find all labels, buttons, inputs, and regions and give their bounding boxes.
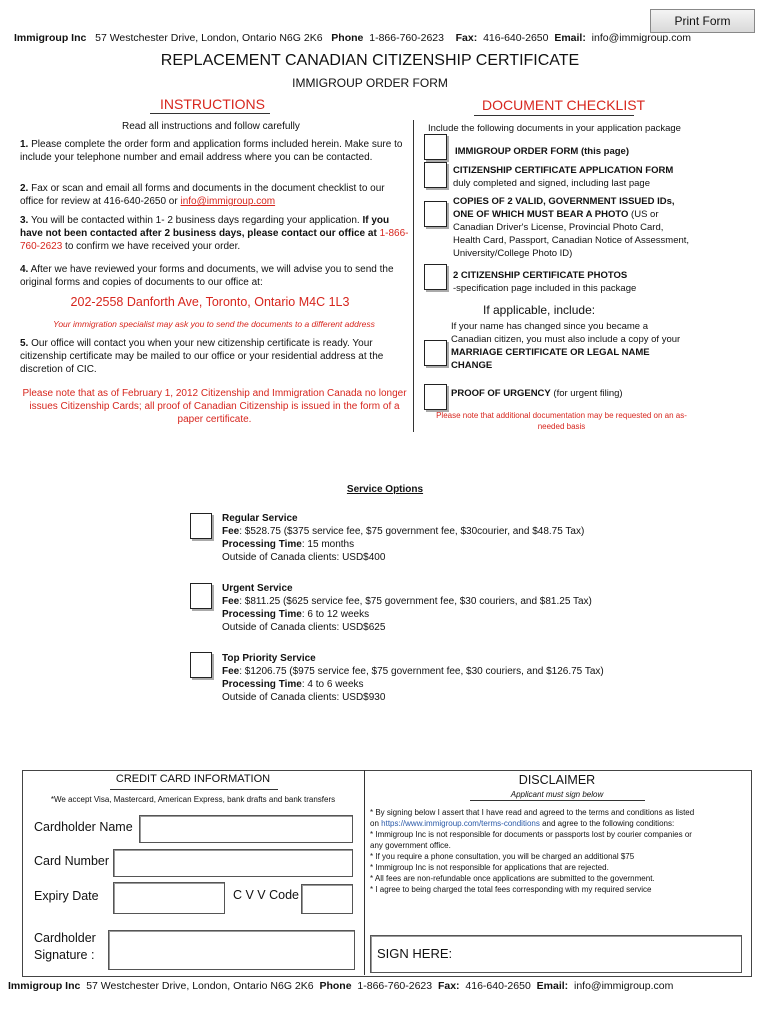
footer-email-label: Email:: [536, 980, 569, 992]
column-divider: [413, 120, 414, 432]
expiry-date-label: Expiry Date: [34, 889, 99, 903]
disclaimer-item-6-text: I agree to being charged the total fees corresponding with my required service: [375, 885, 652, 894]
item-ids-sub: (US or Canadian Driver's License, Provincial Photo Card, Health Card, Passport, Canadian Notice of Assessment, University/College Photo ID): [453, 209, 690, 259]
print-form-button[interactable]: Print Form: [650, 9, 755, 33]
instructions-underline: [150, 113, 270, 114]
footer-fax: 416-640-2650: [465, 980, 531, 992]
step-3-text-b: If you have not been contacted after 2 business days, please contact our office at: [20, 215, 390, 239]
option-top-priority-time-label: Processing Time: [222, 679, 302, 690]
instruction-step-3: [20, 214, 410, 253]
credit-card-heading: CREDIT CARD INFORMATION: [115, 773, 271, 785]
option-top-priority: [222, 652, 762, 704]
item-order-form: IMMIGROUP ORDER FORM (this page): [455, 146, 629, 157]
office-address: 202-2558 Danforth Ave, Toronto, Ontario M4C 1L3: [70, 295, 350, 309]
instruction-step-4: [20, 263, 405, 289]
option-urgent: [222, 582, 762, 634]
item-application-form: [453, 164, 753, 190]
instructions-intro: Read all instructions and follow carefully: [122, 121, 300, 132]
header-company: Immigroup Inc: [14, 32, 87, 44]
checkbox-urgent-service[interactable]: [190, 583, 212, 609]
option-urgent-name: Urgent Service: [222, 583, 293, 594]
footer-phone: 1-866-760-2623: [357, 980, 433, 992]
checkbox-photos[interactable]: [424, 264, 447, 290]
page-title: REPLACEMENT CANADIAN CITIZENSHIP CERTIFICATE: [160, 52, 580, 69]
step-4-text: After we have reviewed your forms and documents, we will advise you to send the original forms and copies of documents to our office at:: [20, 264, 394, 288]
if-applicable-heading: If applicable, include:: [483, 303, 596, 317]
payment-box-divider: [364, 770, 365, 975]
item-name-change-text: If your name has changed since you became a Canadian citizen, you must also include a copy of your: [451, 321, 681, 345]
disclaimer-item-1-text-b: and agree to the following conditions:: [542, 819, 675, 828]
option-regular: [222, 512, 762, 564]
header-email: info@immigroup.com: [591, 32, 692, 44]
accepted-payments: *We accept Visa, Mastercard, American Express, bank drafts and bank transfers: [50, 795, 336, 804]
step-4-num: 4.: [20, 264, 29, 275]
footer-phone-label: Phone: [319, 980, 352, 992]
disclaimer-item-5: * All fees are non-refundable once applications are submitted to the government.: [370, 874, 655, 883]
header-fax-label: Fax:: [455, 32, 478, 44]
step-1-text: Please complete the order form and application forms included herein. Make sure to include your telephone number and email address where you can be contacted.: [20, 139, 403, 163]
cardholder-name-label: Cardholder Name: [34, 820, 133, 834]
header-phone: 1-866-760-2623: [369, 32, 444, 44]
item-photos-title: 2 CITIZENSHIP CERTIFICATE PHOTOS: [453, 270, 628, 281]
footer-address: 57 Westchester Drive, London, Ontario N6G 2K6: [86, 980, 314, 992]
cvv-label: C V V Code: [233, 888, 300, 902]
disclaimer-item-2: * Immigroup Inc is not responsible for documents or passports lost by courier companies or any government office.: [370, 830, 692, 850]
option-urgent-time-label: Processing Time: [222, 609, 302, 620]
step-3-phone: 1-866-760-2623: [20, 228, 409, 252]
disclaimer-heading: DISCLAIMER: [518, 773, 596, 787]
header-email-label: Email:: [554, 32, 586, 44]
disclaimer-item-4: * Immigroup Inc is not responsible for applications that are rejected.: [370, 863, 609, 872]
footer-company: Immigroup Inc: [8, 980, 81, 992]
disclaimer-item-3-text: If you require a phone consultation, you will be charged an additional $75: [375, 852, 635, 861]
option-regular-outside: Outside of Canada clients: USD$400: [222, 552, 386, 563]
item-photos: [453, 269, 753, 295]
checklist-underline: [474, 115, 634, 116]
disclaimer-item-4-text: Immigroup Inc is not responsible for applications that are rejected.: [375, 863, 609, 872]
checkbox-ids[interactable]: [424, 201, 447, 227]
cardholder-signature-input[interactable]: [108, 930, 355, 970]
card-number-label: Card Number: [34, 854, 110, 868]
option-regular-time: : 15 months: [301, 539, 355, 550]
item-proof-urgency-bold: PROOF OF URGENCY: [451, 388, 551, 399]
specialist-note: Your immigration specialist may ask you to send the documents to a different address: [53, 319, 375, 329]
service-options-heading: Service Options: [346, 484, 424, 495]
option-regular-fee-label: Fee: [222, 526, 240, 537]
step-3-num: 3.: [20, 215, 29, 226]
footer-contact: [8, 980, 768, 992]
option-urgent-outside: Outside of Canada clients: USD$625: [222, 622, 386, 633]
item-name-change-bold: MARRIAGE CERTIFICATE OR LEGAL NAME CHANGE: [451, 347, 650, 371]
option-top-priority-fee-label: Fee: [222, 666, 240, 677]
expiry-date-input[interactable]: [113, 882, 225, 914]
option-top-priority-name: Top Priority Service: [222, 653, 316, 664]
option-top-priority-fee: : $1206.75 ($975 service fee, $75 government fee, $30 couriers, and $126.75 Tax): [239, 666, 604, 677]
disclaimer-item-6: * I agree to being charged the total fees corresponding with my required service: [370, 885, 652, 894]
instructions-heading: INSTRUCTIONS: [160, 96, 265, 112]
disclaimer-underline: [470, 800, 645, 801]
disclaimer-item-1: * By signing below I assert that I have read and agreed to the terms and conditions as listed on https://www.immigroup.com/terms-conditions and agree to the following conditions:: [370, 808, 695, 828]
card-number-input[interactable]: [113, 849, 353, 877]
checkbox-proof-urgency[interactable]: [424, 384, 447, 410]
disclaimer-item-5-text: All fees are non-refundable once applications are submitted to the government.: [374, 874, 655, 883]
checkbox-marriage-certificate[interactable]: [424, 340, 447, 366]
instruction-step-1: [20, 138, 405, 164]
checkbox-regular-service[interactable]: [190, 513, 212, 539]
option-urgent-fee: : $811.25 ($625 service fee, $75 government fee, $30 couriers, and $81.25 Tax): [239, 596, 592, 607]
additional-docs-note: Please note that additional documentation may be requested on an as-needed basis: [436, 411, 687, 431]
disclaimer-sub: Applicant must sign below: [510, 790, 604, 799]
option-urgent-fee-label: Fee: [222, 596, 240, 607]
header-phone-label: Phone: [331, 32, 364, 44]
item-application-title: CITIZENSHIP CERTIFICATE APPLICATION FORM: [453, 165, 674, 176]
step-3-text-c: to confirm we have received your order.: [65, 241, 241, 252]
checklist-heading: DOCUMENT CHECKLIST: [482, 97, 646, 113]
terms-link[interactable]: https://www.immigroup.com/terms-conditions: [381, 819, 540, 828]
item-name-change: [451, 320, 691, 372]
footer-fax-label: Fax:: [437, 980, 460, 992]
signature-label: [34, 930, 96, 964]
cardholder-name-input[interactable]: [139, 815, 353, 843]
disclaimer-item-2-text: Immigroup Inc is not responsible for documents or passports lost by courier companies or any government office.: [370, 830, 692, 850]
item-application-sub: duly completed and signed, including last page: [453, 178, 650, 189]
checkbox-top-priority-service[interactable]: [190, 652, 212, 678]
step-3-text-a: You will be contacted within 1- 2 business days regarding your application.: [30, 215, 360, 226]
step-2-num: 2.: [20, 183, 29, 194]
checklist-intro: Include the following documents in your application package: [428, 123, 681, 134]
credit-card-underline: [110, 789, 278, 790]
item-ids-title: COPIES OF 2 VALID, GOVERNMENT ISSUED IDs, ONE OF WHICH MUST BEAR A PHOTO: [453, 196, 675, 220]
step-1-num: 1.: [20, 139, 29, 150]
step-5-num: 5.: [20, 338, 29, 349]
disclaimer-list: [370, 807, 700, 895]
sign-here-label: SIGN HERE:: [377, 946, 453, 961]
option-regular-name: Regular Service: [222, 513, 298, 524]
option-regular-time-label: Processing Time: [222, 539, 302, 550]
instruction-step-2: [20, 182, 410, 208]
header-address: 57 Westchester Drive, London, Ontario N6G 2K6: [95, 32, 323, 44]
signature-label-line1: Cardholder: [34, 931, 96, 945]
item-photos-sub: -specification page included in this package: [453, 283, 637, 294]
option-urgent-time: : 6 to 12 weeks: [301, 609, 370, 620]
disclaimer-item-1-text-a: By signing below I assert that I have read and agreed to the terms and conditions as listed on: [370, 808, 695, 828]
checkbox-application-form[interactable]: [424, 162, 447, 188]
step-2-email-link[interactable]: info@immigroup.com: [180, 196, 276, 207]
cards-note: Please note that as of February 1, 2012 Citizenship and Immigration Canada no longer issues Citizenship Cards; all proof of Canadian Citizenship is issued in the form of a paper certificate.: [22, 388, 407, 425]
item-proof-urgency: [451, 387, 751, 400]
step-5-text: Our office will contact you when your new citizenship certificate is ready. Your citizenship certificate may be mailed to our office or your residential address at the discretion of CIC.: [20, 338, 384, 375]
step-2-text: Fax or scan and email all forms and documents in the document checklist to our office for review at 416-640-2650 or: [20, 183, 385, 207]
header-fax: 416-640-2650: [483, 32, 549, 44]
option-top-priority-time: : 4 to 6 weeks: [301, 679, 364, 690]
item-proof-urgency-rest: (for urgent filing): [553, 388, 623, 399]
option-regular-fee: : $528.75 ($375 service fee, $75 government fee, $30courier, and $48.75 Tax): [239, 526, 585, 537]
item-ids: [453, 195, 693, 260]
footer-email: info@immigroup.com: [574, 980, 674, 992]
signature-label-line2: Signature :: [34, 948, 95, 962]
disclaimer-item-3: * If you require a phone consultation, you will be charged an additional $75: [370, 852, 635, 861]
cvv-input[interactable]: [301, 884, 353, 914]
page-subtitle: IMMIGROUP ORDER FORM: [292, 76, 448, 90]
option-top-priority-outside: Outside of Canada clients: USD$930: [222, 692, 386, 703]
instruction-step-5: [20, 337, 410, 376]
checkbox-order-form[interactable]: [424, 134, 447, 160]
header-contact: [14, 32, 754, 44]
